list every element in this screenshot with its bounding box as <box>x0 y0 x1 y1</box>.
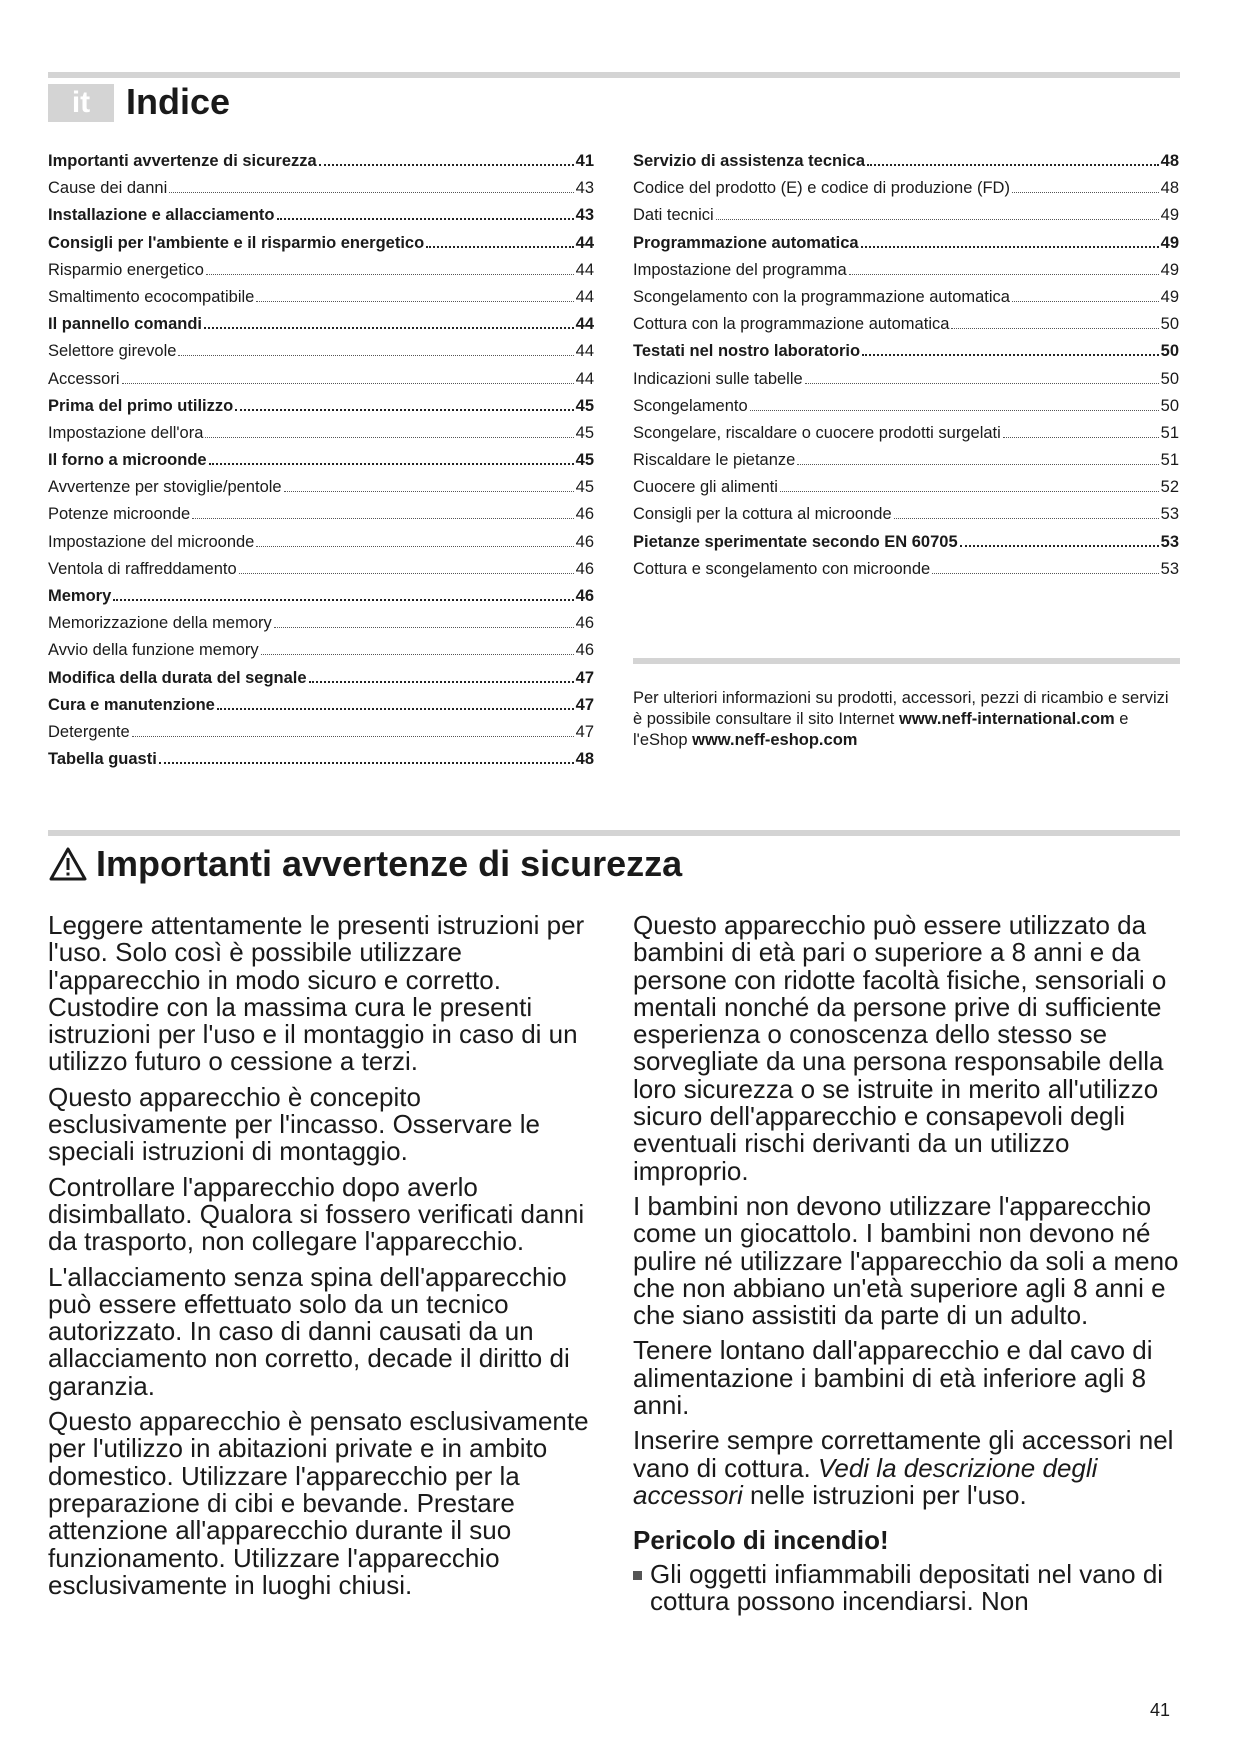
toc-entry-page: 44 <box>575 342 594 361</box>
info-middle: e l'eShop <box>633 710 1129 749</box>
toc-entry-page: 48 <box>1160 179 1179 198</box>
toc-entry[interactable] <box>48 179 594 206</box>
toc-entry-label: Consigli per l'ambiente e il risparmio energetico <box>48 233 425 252</box>
toc-entry-label: Prima del primo utilizzo <box>48 396 234 415</box>
toc-entry-page: 48 <box>575 750 594 769</box>
paragraph-text: Inserire sempre correttamente gli accessori nel vano di cottura. <box>633 1425 1174 1483</box>
toc-entry-page: 49 <box>1160 287 1179 306</box>
toc-leader-dots <box>209 463 574 465</box>
toc-entry[interactable] <box>48 342 594 369</box>
toc-entry-page: 50 <box>1160 315 1179 334</box>
paragraph: Leggere attentamente le presenti istruzioni per l'uso. Solo così è possibile utilizzare l'apparecchio in modo sicuro e corretto. Custodire con la massima cura le presenti istruzioni per l'uso e il montaggio in caso di un utilizzo futuro o cessione a terzi. <box>48 910 585 1077</box>
info-link-international[interactable]: www.neff-international.com <box>898 710 1115 728</box>
toc-leader-dots <box>284 491 574 492</box>
toc-entry[interactable] <box>633 261 1179 288</box>
toc-entry[interactable] <box>48 451 594 478</box>
toc-entry-page: 49 <box>1160 206 1179 225</box>
toc-entry[interactable] <box>48 587 594 614</box>
toc-entry-label: Avvertenze per stoviglie/pentole <box>48 478 282 497</box>
toc-entry[interactable] <box>633 342 1179 369</box>
toc-entry-label: Servizio di assistenza tecnica <box>633 152 866 170</box>
toc-entry-page: 53 <box>1160 559 1179 578</box>
section-title: Importanti avvertenze di sicurezza <box>96 843 683 884</box>
toc-leader-dots <box>239 573 574 574</box>
paragraph: Tenere lontano dall'apparecchio e dal cavo di alimentazione i bambini di età inferiore agli 8 anni. <box>633 1335 1153 1421</box>
toc-entry[interactable] <box>48 750 594 777</box>
info-text: Per ulteriori informazioni su prodotti, accessori, pezzi di ricambio e servizi è possibile consultare il sito Internet <box>633 689 1169 728</box>
toc-entry-label: Dati tecnici <box>633 206 714 225</box>
toc-entry-page: 46 <box>575 505 594 524</box>
toc-entry[interactable] <box>633 234 1179 261</box>
bullet-text: Gli oggetti infiammabili depositati nel vano di cottura possono incendiarsi. Non <box>650 1558 1164 1616</box>
index-title: Indice <box>126 81 231 122</box>
toc-entry[interactable] <box>633 179 1179 206</box>
toc-entry-label: Riscaldare le pietanze <box>633 451 796 470</box>
toc-entry-page: 45 <box>575 396 594 415</box>
toc-entry-page: 52 <box>1160 478 1179 497</box>
toc-entry-label: Impostazione dell'ora <box>48 423 204 442</box>
toc-leader-dots <box>894 518 1159 519</box>
toc-leader-dots <box>1003 437 1159 438</box>
toc-entry[interactable] <box>48 261 594 288</box>
toc-leader-dots <box>235 409 573 411</box>
toc-entry[interactable] <box>48 370 594 397</box>
section-rule <box>48 830 1180 836</box>
toc-leader-dots <box>256 301 573 302</box>
toc-entry[interactable] <box>48 478 594 505</box>
toc-leader-dots <box>205 437 573 438</box>
toc-entry[interactable] <box>48 560 594 587</box>
toc-entry[interactable] <box>633 288 1179 315</box>
toc-leader-dots <box>861 246 1159 248</box>
toc-leader-dots <box>217 708 574 710</box>
toc-entry-label: Accessori <box>48 369 120 388</box>
toc-entry-page: 46 <box>575 559 594 578</box>
toc-entry-page: 44 <box>575 287 594 306</box>
toc-leader-dots <box>277 218 574 220</box>
toc-leader-dots <box>122 383 574 384</box>
toc-entry-label: Risparmio energetico <box>48 260 204 279</box>
fire-hazard-subheading: Pericolo di incendio! <box>633 1525 889 1556</box>
toc-entry-page: 50 <box>1160 396 1179 415</box>
paragraph: L'allacciamento senza spina dell'apparecchio può essere effettuato solo da un tecnico autorizzato. In caso di danni causati da un allacciamento non corretto, decade il diritto di garanzia. <box>48 1261 570 1401</box>
square-bullet-icon <box>633 1571 642 1580</box>
toc-right-column <box>633 152 1179 587</box>
toc-entry-page: 43 <box>575 206 594 225</box>
toc-leader-dots <box>1012 192 1159 193</box>
toc-entry-label: Memorizzazione della memory <box>48 614 272 633</box>
toc-leader-dots <box>192 518 573 519</box>
toc-entry-label: Installazione e allacciamento <box>48 206 275 225</box>
toc-entry-label: Cuocere gli alimenti <box>633 478 778 497</box>
paragraph: Questo apparecchio è pensato esclusivamente per l'utilizzo in abitazioni private e in ambito domestico. Utilizzare l'apparecchio per la preparazione di cibi e bevande. Prestare attenzione all'apparecchio durante il suo funzionamento. Utilizzare l'apparecchio esclusivamente in luoghi chiusi. <box>48 1406 589 1600</box>
page-number: 41 <box>1150 1700 1171 1720</box>
toc-leader-dots <box>862 354 1159 356</box>
toc-entry-page: 46 <box>575 587 594 605</box>
section-heading <box>48 840 682 888</box>
toc-entry[interactable] <box>633 451 1179 478</box>
toc-entry-label: Testati nel nostro laboratorio <box>633 342 861 361</box>
toc-leader-dots <box>951 328 1158 329</box>
toc-entry-label: Codice del prodotto (E) e codice di produzione (FD) <box>633 179 1010 198</box>
toc-leader-dots <box>1012 301 1159 302</box>
toc-entry[interactable] <box>633 424 1179 451</box>
toc-entry-page: 46 <box>575 641 594 660</box>
toc-leader-dots <box>780 491 1159 492</box>
toc-entry-page: 45 <box>575 451 594 470</box>
toc-entry-label: Cottura e scongelamento con microonde <box>633 559 931 578</box>
toc-leader-dots <box>274 627 574 628</box>
toc-leader-dots <box>805 383 1159 384</box>
toc-entry-label: Cura e manutenzione <box>48 695 215 714</box>
toc-entry-page: 47 <box>575 668 594 687</box>
toc-entry[interactable] <box>633 478 1179 505</box>
toc-entry[interactable] <box>633 206 1179 233</box>
toc-entry-label: Ventola di raffreddamento <box>48 559 237 578</box>
toc-leader-dots <box>849 274 1159 275</box>
toc-entry-page: 45 <box>575 478 594 497</box>
toc-leader-dots <box>261 654 574 655</box>
toc-leader-dots <box>113 599 573 601</box>
toc-leader-dots <box>960 545 1159 547</box>
bullet-item <box>633 1558 1179 1616</box>
toc-entry-label: Scongelare, riscaldare o cuocere prodotti surgelati <box>633 423 1001 442</box>
toc-leader-dots <box>716 219 1159 220</box>
toc-entry-page: 43 <box>575 179 594 198</box>
toc-entry[interactable] <box>48 533 594 560</box>
toc-entry[interactable] <box>48 505 594 532</box>
toc-entry-label: Pietanze sperimentate secondo EN 60705 <box>633 532 958 551</box>
toc-leader-dots <box>426 246 573 248</box>
toc-entry[interactable] <box>48 288 594 315</box>
toc-leader-dots <box>169 192 573 193</box>
toc-entry-page: 47 <box>575 695 594 714</box>
toc-leader-dots <box>932 573 1158 574</box>
toc-entry-label: Programmazione automatica <box>633 233 859 252</box>
toc-entry-page: 53 <box>1160 505 1179 524</box>
toc-entry-page: 48 <box>1160 152 1179 170</box>
toc-entry-page: 44 <box>575 233 594 252</box>
toc-entry-page: 41 <box>575 152 594 170</box>
toc-entry-label: Cottura con la programmazione automatica <box>633 315 950 334</box>
toc-entry-label: Modifica della durata del segnale <box>48 668 307 687</box>
toc-entry-label: Il forno a microonde <box>48 451 207 470</box>
toc-leader-dots <box>319 164 574 166</box>
paragraph-text: nelle istruzioni per l'uso. <box>742 1479 1027 1510</box>
toc-entry-label: Scongelamento <box>633 396 748 415</box>
toc-entry-label: Detergente <box>48 722 130 741</box>
paragraph: Questo apparecchio può essere utilizzato da bambini di età pari o superiore a 8 anni e da persone con ridotte facoltà fisiche, sensoriali o mentali nonché da persone prive di sufficiente esperienza o conoscenza dello stesso se sorvegliate da una persona responsabile della loro sicurezza o se istruite in merito all'utilizzo sicuro dell'apparecchio e consapevoli degli eventuali rischi derivanti da un utilizzo improprio. <box>633 910 1167 1186</box>
toc-entry-label: Consigli per la cottura al microonde <box>633 505 892 524</box>
toc-entry[interactable] <box>48 424 594 451</box>
toc-leader-dots <box>159 762 574 764</box>
toc-entry-page: 44 <box>575 315 594 334</box>
toc-entry[interactable] <box>48 152 594 179</box>
toc-entry[interactable] <box>633 533 1179 560</box>
toc-entry-page: 47 <box>575 722 594 741</box>
toc-entry-label: Avvio della funzione memory <box>48 641 259 660</box>
toc-leader-dots <box>867 164 1159 166</box>
toc-entry-label: Selettore girevole <box>48 342 177 361</box>
toc-entry[interactable] <box>48 696 594 723</box>
toc-entry-page: 44 <box>575 369 594 388</box>
toc-leader-dots <box>204 327 574 329</box>
toc-entry-page: 51 <box>1160 423 1179 442</box>
toc-leader-dots <box>797 464 1158 465</box>
toc-entry[interactable] <box>633 505 1179 532</box>
paragraph <box>633 1427 1179 1509</box>
toc-entry-label: Cause dei danni <box>48 179 168 198</box>
paragraph-reference: Vedi la descrizione degli accessori <box>633 1452 1098 1510</box>
toc-left-column <box>48 152 594 777</box>
toc-entry-label: Scongelamento con la programmazione automatica <box>633 287 1010 306</box>
toc-entry-label: Il pannello comandi <box>48 315 203 334</box>
toc-entry-page: 46 <box>575 614 594 633</box>
toc-entry-page: 49 <box>1160 260 1179 279</box>
toc-entry-label: Impostazione del programma <box>633 260 847 279</box>
toc-entry[interactable] <box>48 723 594 750</box>
body-right-column <box>633 912 1179 1615</box>
top-rule <box>48 72 1180 78</box>
toc-entry-page: 50 <box>1160 342 1179 361</box>
info-note <box>633 688 1180 751</box>
paragraph: Questo apparecchio è concepito esclusivamente per l'incasso. Osservare le speciali istruzioni di montaggio. <box>48 1081 540 1167</box>
toc-entry[interactable] <box>633 560 1179 587</box>
toc-entry-label: Impostazione del microonde <box>48 532 255 551</box>
paragraph: Controllare l'apparecchio dopo averlo disimballato. Qualora si fossero verificati danni da trasporto, non collegare l'apparecchio. <box>48 1171 585 1257</box>
toc-entry-label: Smaltimento ecocompatibile <box>48 287 255 306</box>
toc-entry-label: Tabella guasti <box>48 750 157 769</box>
toc-entry[interactable] <box>48 614 594 641</box>
toc-entry-label: Potenze microonde <box>48 505 191 524</box>
toc-entry[interactable] <box>633 152 1179 179</box>
toc-entry[interactable] <box>48 315 594 342</box>
toc-leader-dots <box>132 736 574 737</box>
toc-entry[interactable] <box>48 234 594 261</box>
body-left-column <box>48 912 594 1607</box>
toc-entry-label: Indicazioni sulle tabelle <box>633 369 803 388</box>
toc-entry-page: 51 <box>1160 451 1179 470</box>
toc-leader-dots <box>256 546 573 547</box>
toc-entry[interactable] <box>633 315 1179 342</box>
toc-entry[interactable] <box>48 669 594 696</box>
toc-leader-dots <box>309 681 574 683</box>
paragraph: I bambini non devono utilizzare l'apparecchio come un giocattolo. I bambini non devono né pulire né utilizzare l'apparecchio da soli a meno che non abbiano un'età superiore agli 8 anni e che siano assistiti da parte di un adulto. <box>633 1190 1179 1331</box>
toc-entry[interactable] <box>48 206 594 233</box>
toc-entry-page: 50 <box>1160 369 1179 388</box>
toc-entry-page: 46 <box>575 532 594 551</box>
toc-entry[interactable] <box>48 397 594 424</box>
toc-entry[interactable] <box>48 641 594 668</box>
warning-triangle-icon <box>48 846 88 882</box>
toc-entry-page: 49 <box>1160 233 1179 252</box>
toc-entry-page: 45 <box>575 423 594 442</box>
toc-entry-page: 53 <box>1160 532 1179 551</box>
toc-leader-dots <box>206 274 574 275</box>
info-link-eshop[interactable]: www.neff-eshop.com <box>692 731 858 749</box>
toc-leader-dots <box>178 355 573 356</box>
language-badge: it <box>48 84 114 122</box>
toc-leader-dots <box>750 410 1159 411</box>
toc-entry-label: Importanti avvertenze di sicurezza <box>48 152 317 170</box>
toc-entry-label: Memory <box>48 587 112 605</box>
toc-entry-page: 44 <box>575 260 594 279</box>
toc-entry[interactable] <box>633 370 1179 397</box>
info-rule <box>633 658 1180 664</box>
toc-entry[interactable] <box>633 397 1179 424</box>
